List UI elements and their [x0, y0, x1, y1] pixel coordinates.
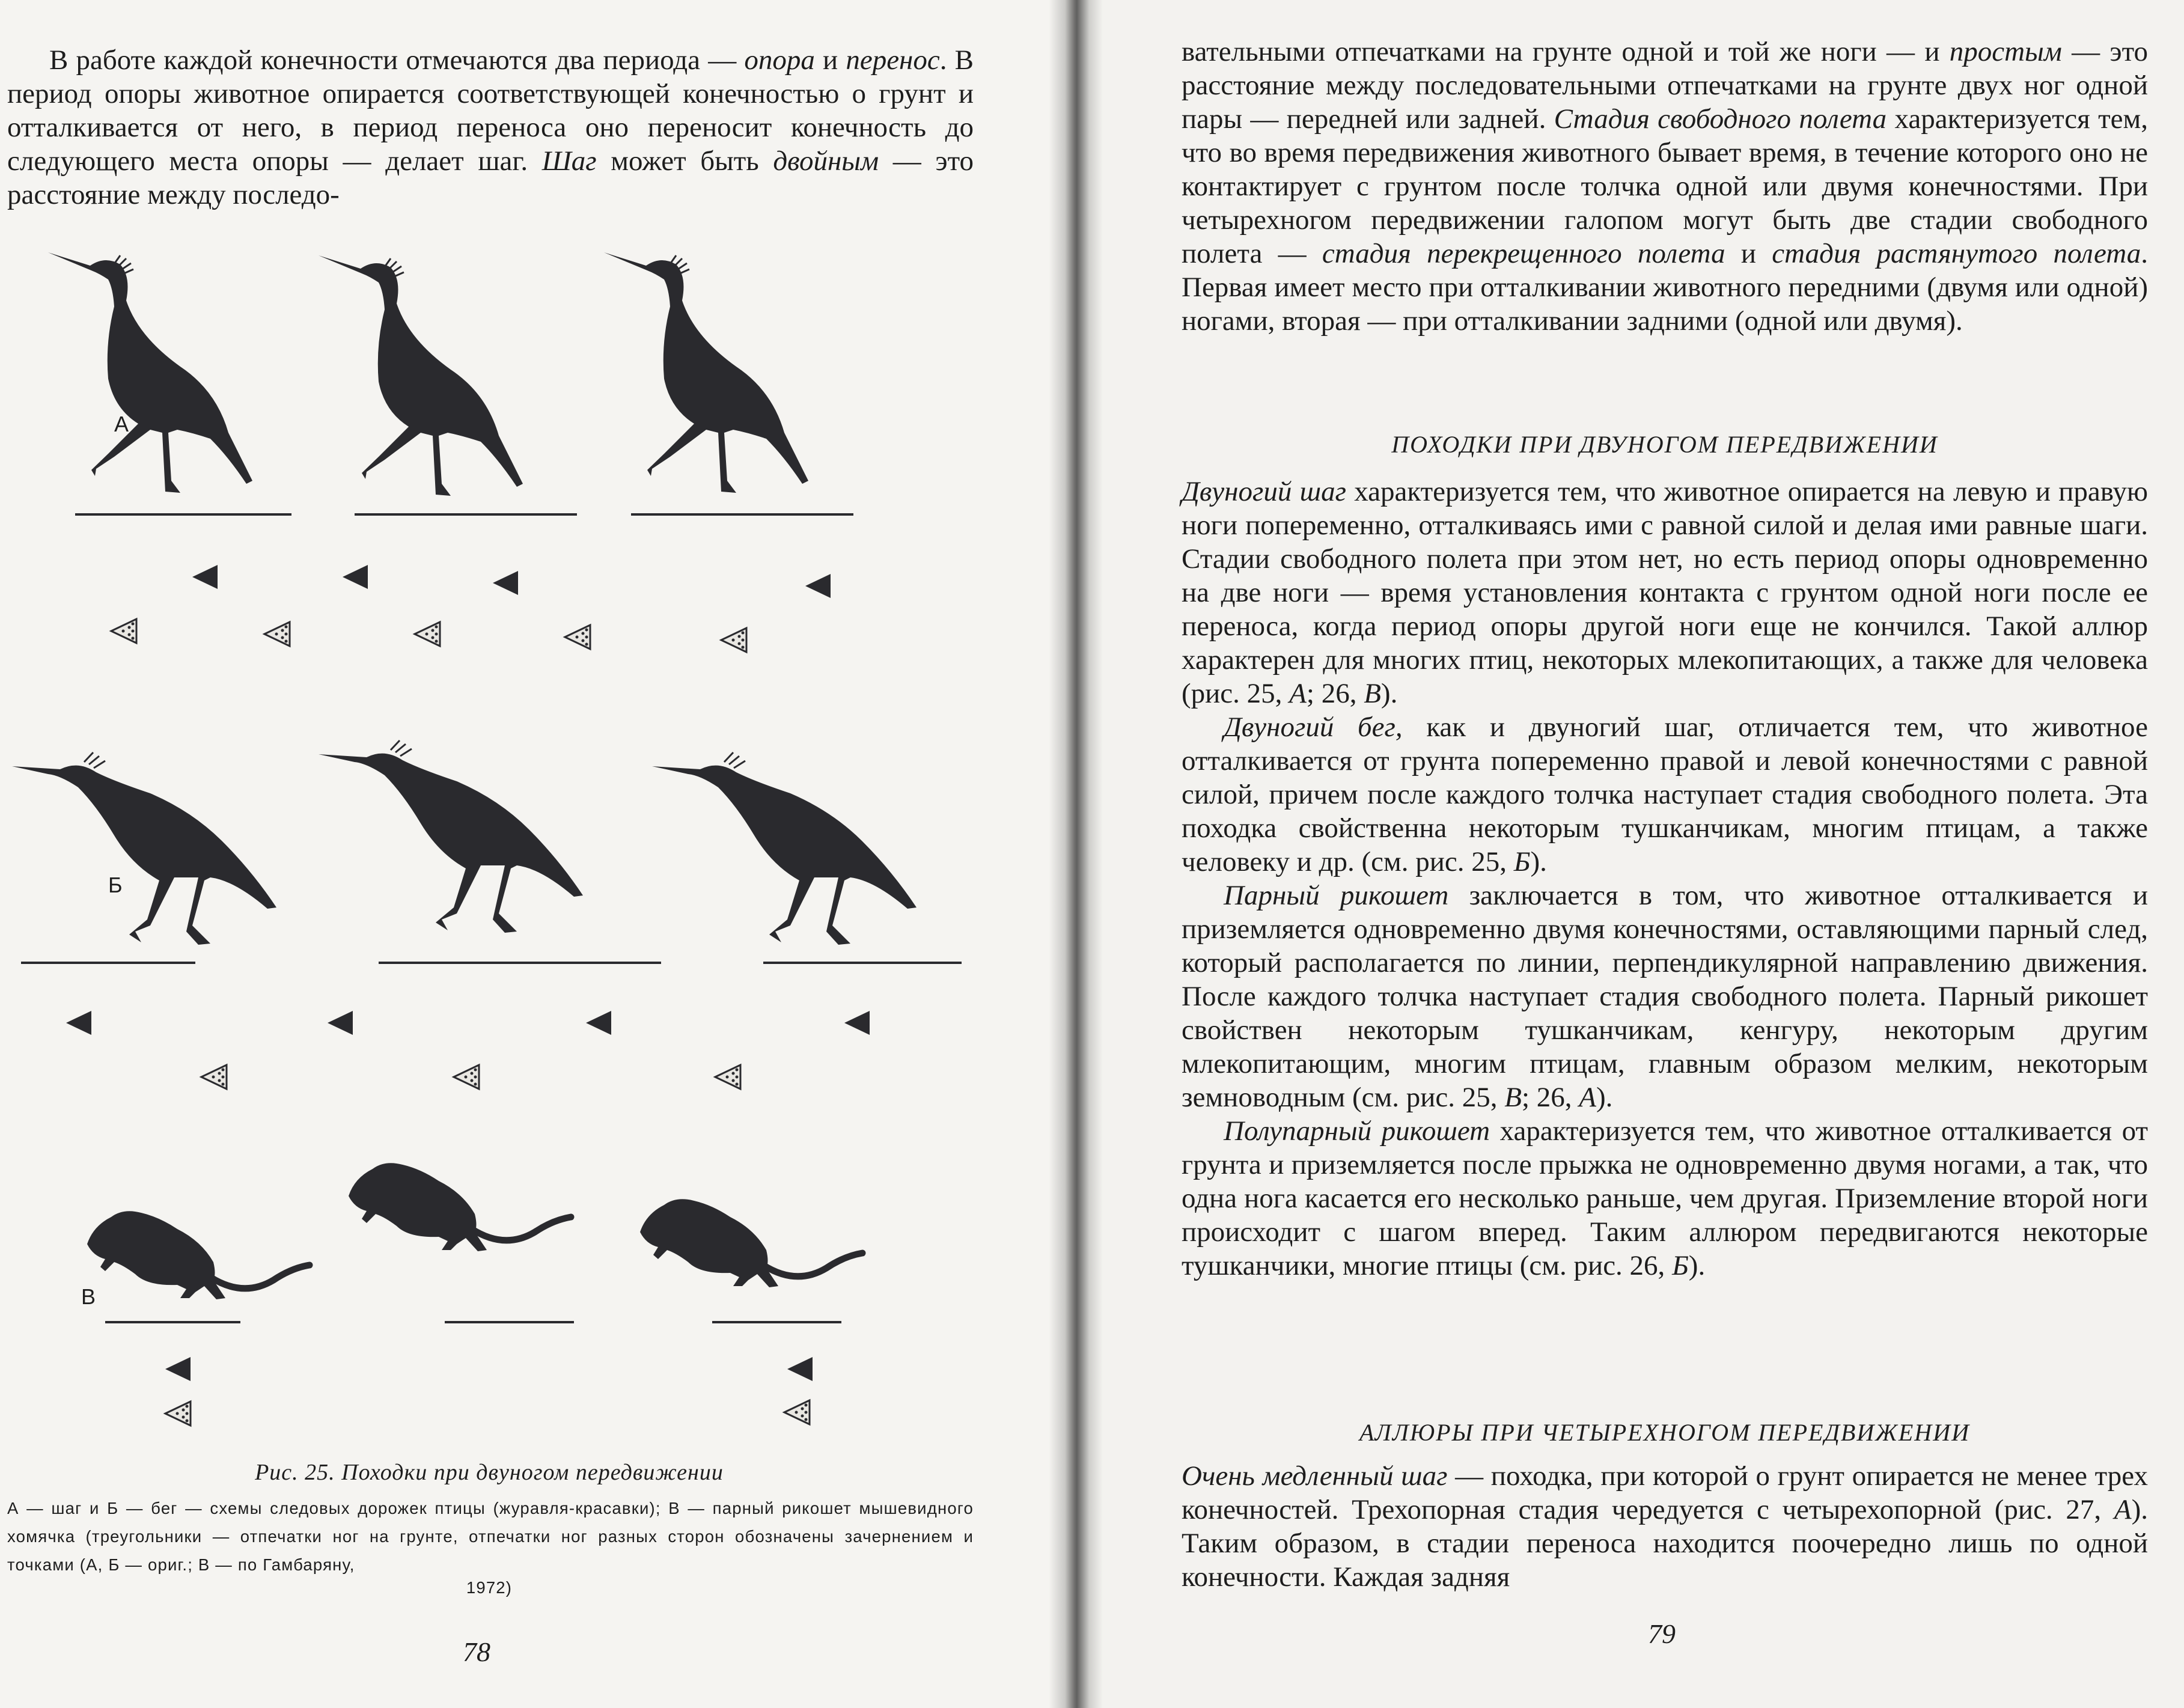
label-a: А: [114, 412, 129, 436]
page-number-right: 79: [1648, 1618, 1676, 1649]
crane-walk-2: [319, 255, 523, 496]
caption-last: 1972): [466, 1578, 513, 1597]
biped-section: [1182, 475, 2148, 1283]
left-intro-paragraph: В работе каждой конечности отмечаются два периода — опора и перенос. В период опоры животное опирается соответствующей конечностью о грунт и отталкивается от него, в период переноса оно переносит конечность до следующего места опоры — делает шаг. Шаг может быть двойным — это расстояние между последо-: [7, 44, 974, 210]
crane-walk-1: [48, 252, 252, 493]
caption-title: Рис. 25. Походки при двуногом передвижении: [255, 1460, 724, 1485]
figure-25: [0, 240, 1046, 1460]
right-top-paragraph: вательными отпечатками на грунте одной и той же ноги — и простым — это расстояние между последовательными отпечатками на грунте двух ног одной пары — передней или задней. Стадия свободного полета характеризуется тем, что во время передвижения животного бывает время, в течение которого оно не контактирует с грунтом после толчка одной или двумя конечностями. При четырехногом передвижении галопом могут быть две стадии свободного полета — стадия перекрещенного полета и стадия растянутого полета. Первая имеет место при отталкивании животного передними (двумя или одной) ногами, вторая — при отталкивании задними (одной или двумя).: [1182, 36, 2149, 337]
label-v: В: [81, 1284, 96, 1309]
crane-run-1: [12, 752, 276, 945]
caption-text: А — шаг и Б — бег — схемы следовых дорожек птицы (журавля-красавки); В — парный рикошет мышевидного хомячка (треугольники — отпечатки ног на грунте, отпечатки ног разных сторон обозначены зачернением и точками (А, Б — ориг.; В — по Гамбаряну,: [7, 1499, 974, 1574]
label-b: Б: [108, 873, 123, 897]
rodent-1: [87, 1211, 310, 1299]
heading-biped: ПОХОДКИ ПРИ ДВУНОГОМ ПЕРЕДВИЖЕНИИ: [1391, 431, 1938, 458]
crane-run-3: [652, 752, 917, 945]
para-paired-ricochet: Парный рикошет заключается в том, что животное отталкивается и приземляется одновременно двумя конечностями, оставляющими парный след, который располагается по линии, перпендикулярной направлению движения. После каждого толчка наступает стадия свободного полета. Парный рикошет свойствен некоторым тушканчикам, кенгуру, некоторым другим млекопитающим, многим птицам, главным образом мелким, некоторым земноводным (см. рис. 25, В; 26, А).: [1182, 880, 2148, 1113]
para-half-paired-ricochet: Полупарный рикошет характеризуется тем, что животное отталкивается от грунта и приземляется после прыжка не одновременно двумя ногами, а так, что одна нога касается его несколько раньше, чем другая. Приземление второй ноги происходит с шагом вперед. Таким аллюром передвигаются некоторые тушканчики, многие птицы (см. рис. 26, Б).: [1182, 1115, 2148, 1281]
crane-walk-3: [604, 252, 808, 493]
row-v-ricochet: [81, 1163, 862, 1426]
book-gutter: [1049, 0, 1103, 1708]
quad-section: [1182, 1459, 2148, 1594]
row-a-walk: [48, 252, 853, 652]
para-biped-run: Двуногий бег, как и двуногий шаг, отличается тем, что животное отталкивается от грунта попеременно правой и левой конечностями с равной силой, причем после каждого толчка наступает стадия свободного полета. Эта походка свойственна некоторым тушканчикам, многим птицам, а также человеку и др. (см. рис. 25, Б).: [1182, 712, 2148, 877]
crane-run-2: [319, 740, 583, 933]
row-b-run: [12, 740, 962, 1089]
para-very-slow-walk: Очень медленный шаг — походка, при которой о грунт опирается не менее трех конечностей. Трехопорная стадия чередуется с четырехопорной (рис. 27, А). Таким образом, в стадии переноса находится поочередно лишь по одной конечности. Каждая задняя: [1182, 1460, 2148, 1593]
para-biped-walk: Двуногий шаг характеризуется тем, что животное опирается на левую и правую ноги попеременно, отталкиваясь ими с равной силой и делая ими равные шаги. Стадии свободного полета при этом нет, но есть период опоры одновременно на две ноги — время установления контакта с грунтом одной ноги после ее переноса, когда период опоры другой ноги еще не кончился. Такой аллюр характерен для многих птиц, некоторых млекопитающих, а также для человека (рис. 25, А; 26, В).: [1182, 476, 2148, 709]
rodent-2: [349, 1163, 571, 1251]
page-number-left: 78: [463, 1636, 490, 1667]
rodent-3: [640, 1199, 862, 1287]
gait-diagram: [0, 240, 1046, 1460]
heading-quadruped: АЛЛЮРЫ ПРИ ЧЕТЫРЕХНОГОМ ПЕРЕДВИЖЕНИИ: [1359, 1419, 1970, 1446]
